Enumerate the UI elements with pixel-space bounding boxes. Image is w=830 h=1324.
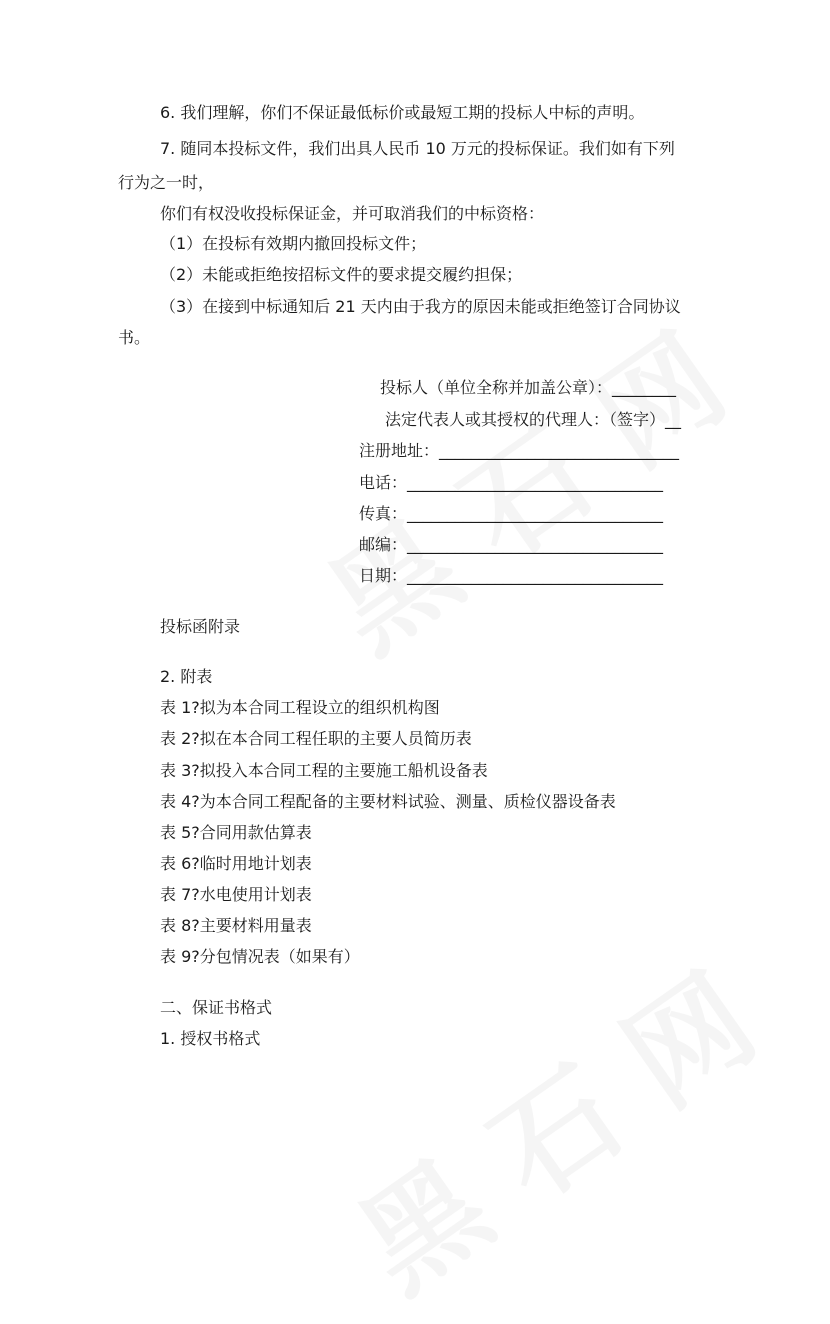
fax-field: 传真：________________________________	[359, 504, 664, 523]
table-list-item: 表 9?分包情况表（如果有）	[160, 947, 360, 966]
paragraph-6: 6. 我们理解，你们不保证最低标价或最短工期的投标人中标的声明。	[160, 103, 645, 122]
table-list-item: 表 6?临时用地计划表	[160, 854, 312, 873]
table-list-item: 表 4?为本合同工程配备的主要材料试验、测量、质检仪器设备表	[160, 792, 616, 811]
table-list-item: 表 8?主要材料用量表	[160, 916, 312, 935]
table-list-item: 表 3?拟投入本合同工程的主要施工船机设备表	[160, 761, 488, 780]
paragraph-7-line2: 行为之一时，	[118, 173, 215, 192]
list-item: （3）在接到中标通知后 21 天内由于我方的原因未能或拒绝签订合同协议	[160, 297, 681, 316]
list-item-continuation: 书。	[118, 328, 151, 347]
section-2-title: 二、保证书格式	[160, 998, 273, 1017]
table-list-item: 表 1?拟为本合同工程设立的组织机构图	[160, 698, 440, 717]
address-field: 注册地址：______________________________	[359, 441, 680, 460]
list-item: （1）在投标有效期内撤回投标文件；	[160, 234, 427, 253]
section-2-subtitle: 1. 授权书格式	[160, 1029, 261, 1048]
postcode-field: 邮编：________________________________	[359, 535, 664, 554]
paragraph-forfeit: 你们有权没收投标保证金，并可取消我们的中标资格：	[160, 204, 545, 223]
table-list-item: 表 2?拟在本合同工程任职的主要人员简历表	[160, 729, 472, 748]
table-list-item: 表 5?合同用款估算表	[160, 823, 312, 842]
list-item: （2）未能或拒绝按招标文件的要求提交履约担保；	[160, 265, 523, 284]
date-field: 日期：________________________________	[359, 566, 664, 585]
paragraph-7-line1: 7. 随同本投标文件，我们出具人民币 10 万元的投标保证。我们如有下列	[160, 139, 675, 158]
phone-field: 电话：________________________________	[359, 473, 664, 492]
representative-field: 法定代表人或其授权的代理人：（签字）__	[385, 410, 682, 429]
table-list-item: 表 7?水电使用计划表	[160, 885, 312, 904]
bidder-field: 投标人（单位全称并加盖公章）：________	[380, 378, 677, 397]
appendix-subtitle: 2. 附表	[160, 667, 213, 686]
watermark	[321, 928, 783, 1323]
appendix-title: 投标函附录	[160, 617, 241, 636]
